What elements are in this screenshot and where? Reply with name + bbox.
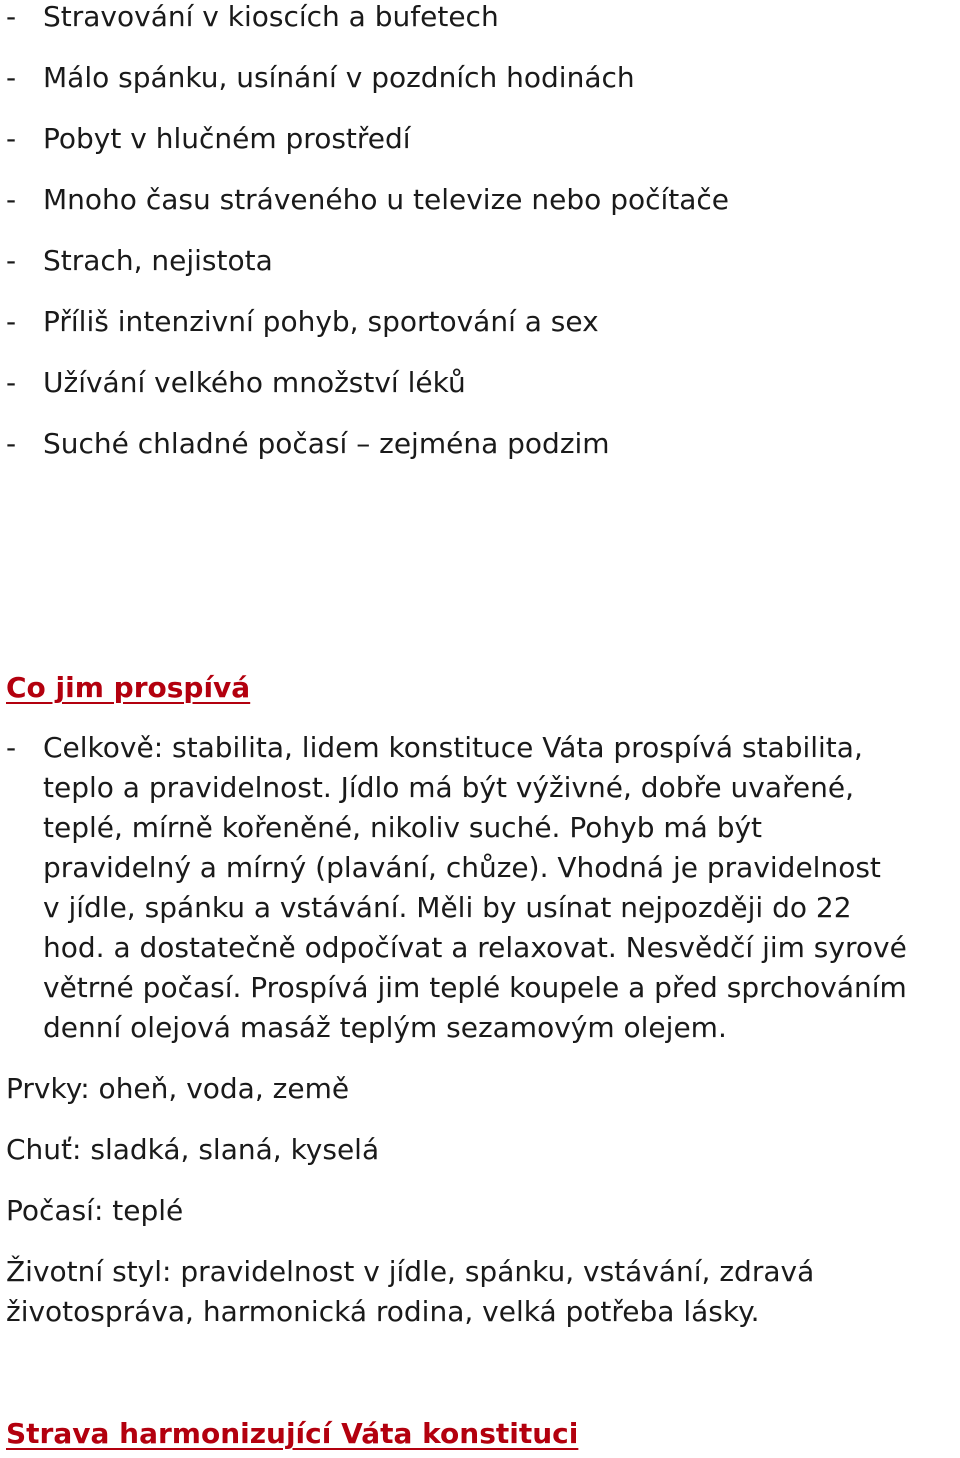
bullet-dash: - xyxy=(6,244,17,277)
bullet-dash: - xyxy=(6,61,17,94)
property-weather: Počasí: teplé xyxy=(6,1194,184,1227)
bullet-dash: - xyxy=(6,0,17,33)
footer-heading: Strava harmonizující Váta konstituci xyxy=(6,1417,579,1450)
bullet-dash: - xyxy=(6,305,17,338)
list-item-text: Mnoho času stráveného u televize nebo počítače xyxy=(43,183,730,216)
list-item-text: Pobyt v hlučném prostředí xyxy=(43,122,411,155)
list-item-text: Stravování v kioscích a bufetech xyxy=(43,0,499,33)
property-elements: Prvky: oheň, voda, země xyxy=(6,1072,350,1105)
list-item-text: Strach, nejistota xyxy=(43,244,273,277)
section-paragraph: Celkově: stabilita, lidem konstituce Váta prospívá stabilita, teplo a pravidelnost. Jídlo má být výživné, dobře uvařené, teplé, mírně kořeněné, nikoliv suché. Pohyb má být pravidelný a mírný (plavání, chůze). Vhodná je pravidelnost v jídle, spánku a vstávání. Měli by usínat nejpozději do 22 hod. a dostatečně odpočívat a relaxovat. Nesvědčí jim syrové větrné počasí. Prospívá jim teplé koupele a před sprchováním denní olejová masáž teplým sezamovým olejem. xyxy=(43,731,907,1044)
list-item-text: Užívání velkého množství léků xyxy=(43,366,466,399)
section-heading: Co jim prospívá xyxy=(6,671,251,704)
bullet-dash: - xyxy=(6,183,17,216)
bullet-dash: - xyxy=(6,427,17,460)
property-taste: Chuť: sladká, slaná, kyselá xyxy=(6,1133,380,1166)
list-item-text: Příliš intenzivní pohyb, sportování a sex xyxy=(43,305,599,338)
list-item-text: Suché chladné počasí – zejména podzim xyxy=(43,427,610,460)
bullet-dash: - xyxy=(6,122,17,155)
bullet-dash: - xyxy=(6,731,17,764)
property-lifestyle: Životní styl: pravidelnost v jídle, spánku, vstávání, zdravá životospráva, harmonická rodina, velká potřeba lásky. xyxy=(6,1255,815,1328)
bullet-dash: - xyxy=(6,366,17,399)
list-item-text: Málo spánku, usínání v pozdních hodinách xyxy=(43,61,635,94)
